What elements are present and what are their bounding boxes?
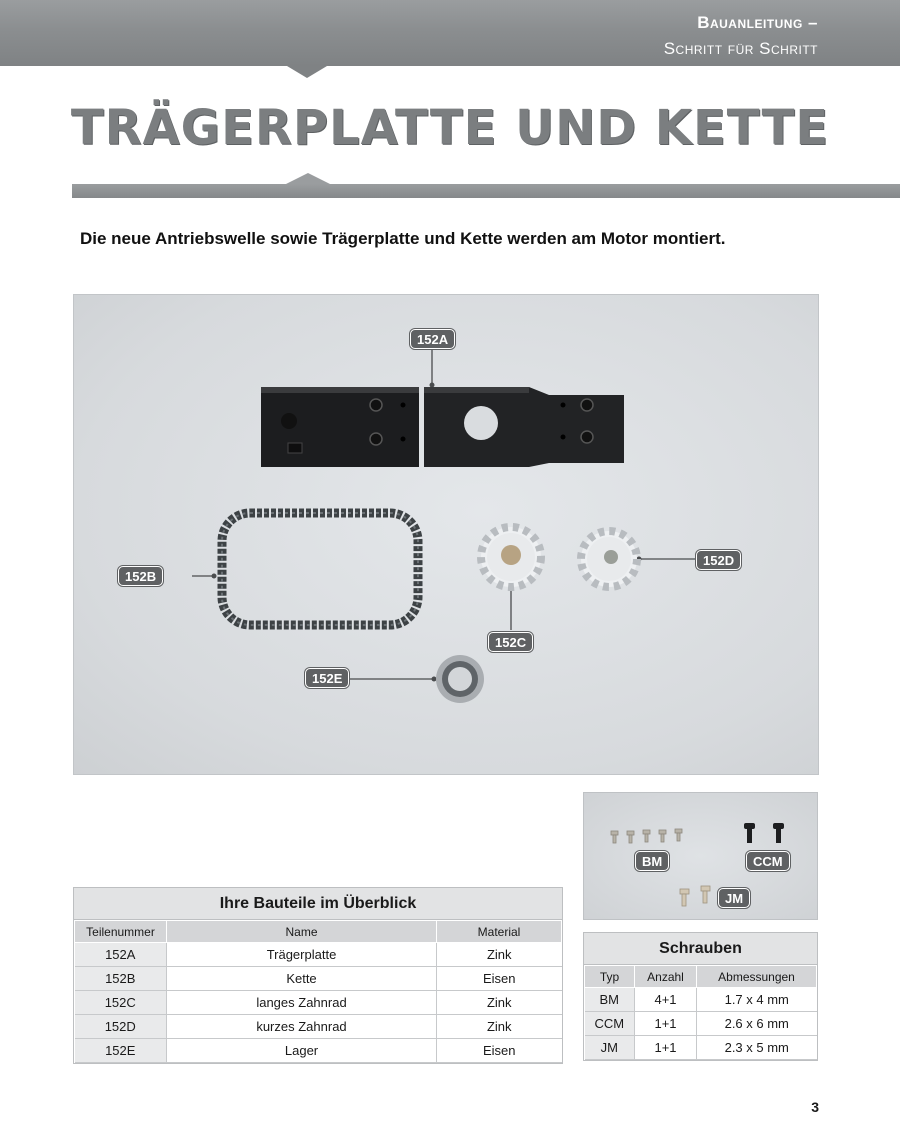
screws-col-header: Anzahl — [635, 966, 697, 988]
table-cell: Zink — [437, 943, 562, 967]
table-cell: kurzes Zahnrad — [167, 1015, 437, 1039]
label-152e: 152E — [305, 668, 349, 688]
table-cell: 2.6 x 6 mm — [697, 1012, 817, 1036]
parts-col-header: Material — [437, 921, 562, 943]
label-ccm: CCM — [746, 851, 790, 871]
table-cell: 1+1 — [635, 1012, 697, 1036]
table-cell: 1.7 x 4 mm — [697, 988, 817, 1012]
long-sprocket — [481, 527, 541, 587]
table-row — [585, 1036, 817, 1060]
table-cell: Eisen — [437, 1039, 562, 1063]
table-cell: CCM — [585, 1012, 635, 1036]
table-cell: 152D — [75, 1015, 167, 1039]
table-cell: 152C — [75, 991, 167, 1015]
section-label-line1: Bauanleitung – — [697, 13, 818, 32]
section-label — [664, 10, 818, 62]
label-jm: JM — [718, 888, 750, 908]
label-bm: BM — [635, 851, 669, 871]
table-cell: Lager — [167, 1039, 437, 1063]
header-band — [0, 0, 900, 66]
table-cell: Kette — [167, 967, 437, 991]
title-rule — [72, 184, 900, 198]
screws-col-header: Typ — [585, 966, 635, 988]
table-cell: 152E — [75, 1039, 167, 1063]
table-row — [75, 1015, 562, 1039]
table-cell: langes Zahnrad — [167, 991, 437, 1015]
table-row — [75, 967, 562, 991]
page-title: TRÄGERPLATTE UND KETTE — [70, 100, 830, 156]
table-cell: BM — [585, 988, 635, 1012]
short-sprocket — [581, 531, 637, 587]
label-152c: 152C — [488, 632, 533, 652]
screws-col-header: Abmessungen — [697, 966, 817, 988]
table-cell: 4+1 — [635, 988, 697, 1012]
screws-table — [583, 932, 818, 1061]
table-cell: Eisen — [437, 967, 562, 991]
label-152d: 152D — [696, 550, 741, 570]
table-row — [75, 991, 562, 1015]
table-cell: JM — [585, 1036, 635, 1060]
parts-col-header: Name — [167, 921, 437, 943]
table-cell: 152B — [75, 967, 167, 991]
table-cell: 2.3 x 5 mm — [697, 1036, 817, 1060]
label-152b: 152B — [118, 566, 163, 586]
parts-col-header: Teilenummer — [75, 921, 167, 943]
parts-table — [73, 887, 563, 1064]
parts-photo — [73, 294, 819, 775]
table-row — [75, 943, 562, 967]
label-152a: 152A — [410, 329, 455, 349]
table-cell: 152A — [75, 943, 167, 967]
table-cell: 1+1 — [635, 1036, 697, 1060]
chain — [222, 513, 418, 625]
table-row — [585, 988, 817, 1012]
table-cell: Zink — [437, 991, 562, 1015]
page-number: 3 — [811, 1099, 819, 1115]
parts-illustration — [74, 295, 820, 776]
carrier-plate — [261, 387, 624, 467]
header-notch — [287, 66, 327, 78]
parts-table-title: Ihre Bauteile im Überblick — [74, 888, 562, 920]
bearing — [436, 655, 484, 703]
table-row — [75, 1039, 562, 1063]
table-row — [585, 1012, 817, 1036]
intro-text: Die neue Antriebswelle sowie Trägerplatte und Kette werden am Motor montiert. — [80, 229, 726, 248]
table-cell: Trägerplatte — [167, 943, 437, 967]
screws-table-title: Schrauben — [584, 933, 817, 965]
screws-photo — [583, 792, 818, 920]
table-cell: Zink — [437, 1015, 562, 1039]
section-label-line2: Schritt für Schritt — [663, 39, 818, 58]
